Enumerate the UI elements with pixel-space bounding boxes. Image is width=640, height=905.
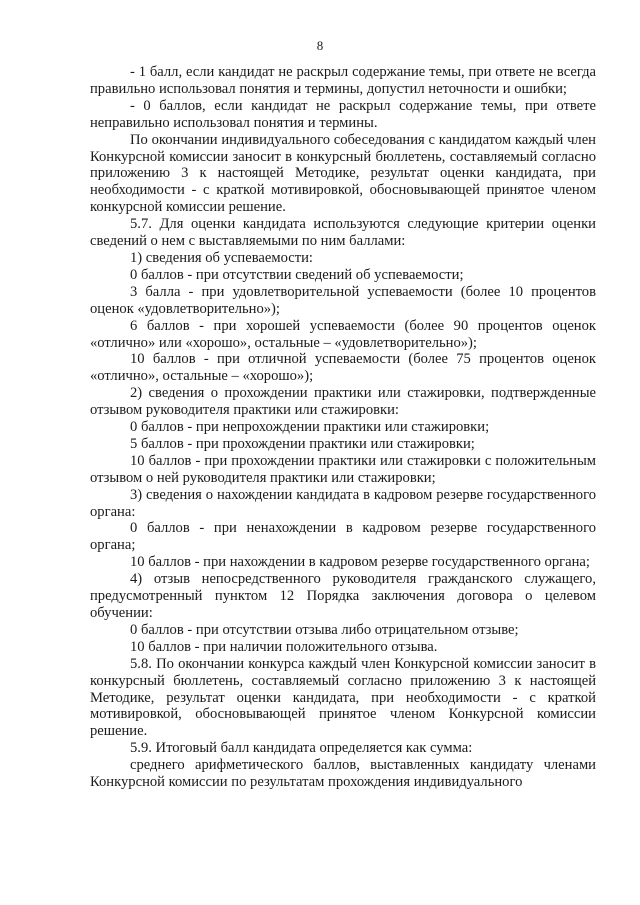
paragraph: По окончании индивидуального собеседования с кандидатом каждый член Конкурсной комиссии заносит в конкурсный бюллетень, составляемый согласно приложению 3 к настоящей Методике, результат оценки кандидата, при необходимости - с краткой мотивировкой, обосновывающей принятое членом конкурсной комиссии решение. bbox=[90, 131, 596, 216]
paragraph: 10 баллов - при наличии положительного отзыва. bbox=[130, 638, 438, 655]
page-number: 8 bbox=[316, 38, 324, 53]
paragraph: 6 баллов - при хорошей успеваемости (более 90 процентов оценок «отлично» или «хорошо», остальные – «удовлетворительно»); bbox=[90, 317, 596, 351]
paragraph: среднего арифметического баллов, выставленных кандидату членами Конкурсной комиссии по результатам прохождения индивидуального bbox=[90, 757, 596, 791]
paragraph: 5 баллов - при прохождении практики или стажировки; bbox=[130, 435, 475, 452]
paragraph: 0 баллов - при отсутствии сведений об успеваемости; bbox=[130, 266, 464, 283]
paragraph: - 1 балл, если кандидат не раскрыл содержание темы, при ответе не всегда правильно использовал понятия и термины, допустил неточности и ошибки; bbox=[90, 64, 596, 97]
paragraph: 1) сведения об успеваемости: bbox=[130, 249, 313, 266]
paragraph: 0 баллов - при непрохождении практики или стажировки; bbox=[130, 419, 490, 436]
paragraph: 3 балла - при удовлетворительной успеваемости (более 10 процентов оценок «удовлетворительно»); bbox=[90, 283, 596, 317]
paragraph: 5.7. Для оценки кандидата используются следующие критерии оценки сведений о нем с выставляемыми по ним баллами: bbox=[90, 216, 596, 250]
paragraph: 5.9. Итоговый балл кандидата определяется как сумма: bbox=[130, 740, 473, 757]
paragraph: 10 баллов - при прохождении практики или стажировки с положительным отзывом о ней руководителя практики или стажировки; bbox=[90, 452, 596, 486]
paragraph: 10 баллов - при нахождении в кадровом резерве государственного органа; bbox=[130, 554, 590, 571]
paragraph: 0 баллов - при ненахождении в кадровом резерве государственного органа; bbox=[90, 520, 596, 554]
paragraph: 5.8. По окончании конкурса каждый член Конкурсной комиссии заносит в конкурсный бюллетень, составляемый согласно приложению 3 к настоящей Методике, результат оценки кандидата, при необходимости - с краткой мотивировкой, обосновывающей принятое членом Конкурсной комиссии решение. bbox=[90, 655, 596, 740]
paragraph: 10 баллов - при отличной успеваемости (более 75 процентов оценок «отлично», остальные – «хорошо»); bbox=[90, 351, 596, 385]
paragraph: 0 баллов - при отсутствии отзыва либо отрицательном отзыве; bbox=[130, 621, 519, 638]
paragraph: 3) сведения о нахождении кандидата в кадровом резерве государственного органа: bbox=[90, 486, 596, 520]
paragraph: 2) сведения о прохождении практики или стажировки, подтвержденные отзывом руководителя практики или стажировки: bbox=[90, 385, 596, 419]
document-body bbox=[90, 64, 596, 791]
paragraph: 4) отзыв непосредственного руководителя гражданского служащего, предусмотренный пунктом 12 Порядка заключения договора о целевом обучении: bbox=[90, 571, 596, 621]
paragraph: - 0 баллов, если кандидат не раскрыл содержание темы, при ответе неправильно использовал понятия и термины. bbox=[90, 97, 596, 131]
